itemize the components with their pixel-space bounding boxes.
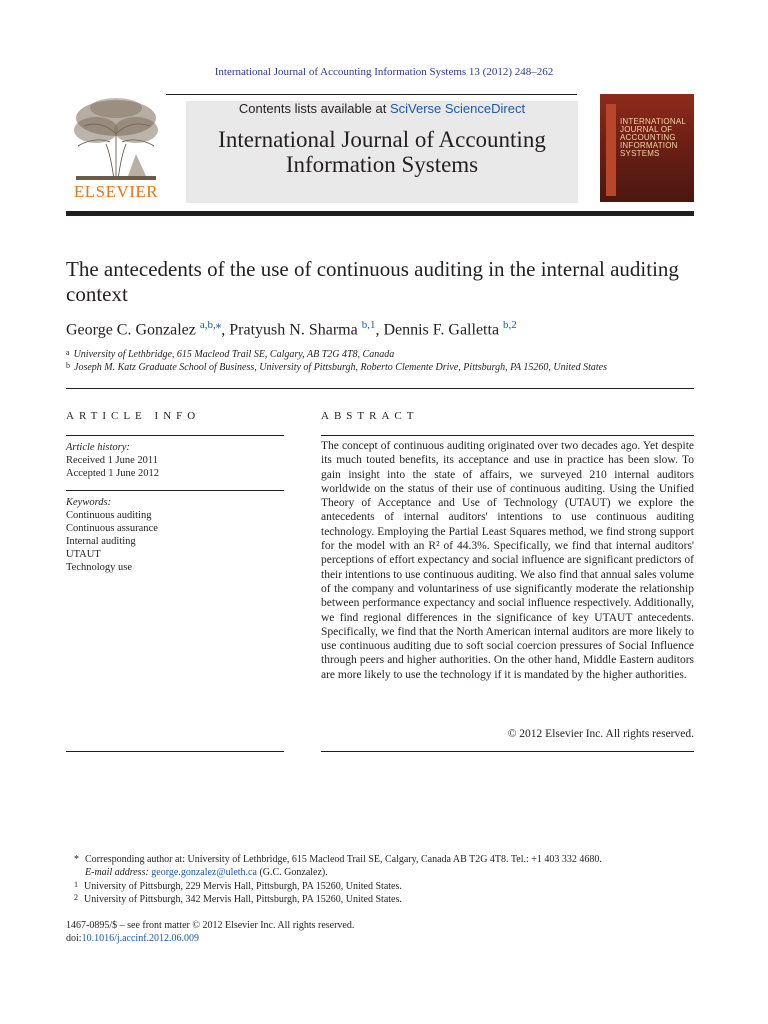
sciencedirect-link[interactable]: SciVerse ScienceDirect (389, 101, 526, 116)
journal-title-line2: Information Systems (285, 152, 479, 177)
affiliation-text: Joseph M. Katz Graduate School of Business, University of Pittsburgh, Roberto Clemente Drive, Pittsburgh, PA 15260, United States (74, 362, 608, 373)
doi-label: doi: (66, 933, 82, 944)
contents-prefix: Contents lists available at (238, 101, 390, 116)
article-history (66, 441, 284, 480)
affiliation-mark: a (66, 348, 70, 357)
keyword: Internal auditing (66, 536, 136, 547)
author-list: George C. Gonzalez $^{a,b,⁎}$, Pratyush N. Sharma $^{b,1}$, Dennis F. Galletta $^{b,2}$ (66, 319, 517, 339)
article-info-heading: ARTICLE INFO (66, 410, 201, 422)
history-rule (66, 490, 284, 491)
author-name: George C. Gonzalez (66, 321, 196, 339)
received-date: Received 1 June 2011 (66, 455, 159, 466)
footnote-1-text: University of Pittsburgh, 229 Mervis Hall, Pittsburgh, PA 15260, United States. (84, 881, 402, 892)
abstract-text: The concept of continuous auditing originated over two decades ago. Yet despite its much touted benefits, its acceptance and use in practice has been slow. To gain insight into the state of affairs, we surveyed 210 internal auditors worldwide on the status of their use of continuous auditing. Using the Unified Theory of Acceptance and Use of Technology (UTAUT) we explore the antecedents of internal auditors' intentions to use continuous auditing technology. Employing the Partial Least Squares method, we find strong support for the model with an R² of 44.3%. Specifically, we find that internal auditors' perceptions of effort expectancy and social influence are significant predictors of their intentions to use continuous auditing. We also find that annual sales volume of the company and voluntariness of use significantly moderate the relationship between performance expectancy and social influence respectively. Additionally, we find regional differences in the significance of key UTAUT antecedents. Specifically, we find that the North American internal auditors are more likely to use continuous auditing due to soft social coercion pressures of Social Influence through peers and higher authorities. On the other hand, Middle Eastern auditors are more likely to use the technology if it is mandated by the higher authorities. (321, 440, 694, 681)
author-affiliation-marks[interactable]: b,1 (361, 319, 376, 331)
footnote-email (85, 867, 685, 878)
email-label: E-mail address: (85, 867, 152, 878)
history-label: Article history: (66, 442, 130, 453)
abstract-bottom-rule (321, 751, 694, 752)
keyword: Technology use (66, 562, 133, 573)
author-name: Dennis F. Galletta (383, 321, 500, 339)
keyword: Continuous auditing (66, 510, 152, 521)
article-title: The antecedents of the use of continuous auditing in the internal auditing context (66, 257, 679, 306)
footnote-1 (66, 880, 694, 892)
footnote-2 (66, 893, 694, 905)
corresponding-text: Corresponding author at: University of Lethbridge, 615 Macleod Trail SE, Calgary, Canada AB T2G 4T8. Tel.: +1 403 332 4680. (85, 854, 602, 865)
affiliation-mark: b (66, 361, 70, 370)
article-info-bottom-rule (66, 751, 284, 752)
elsevier-wordmark: ELSEVIER (73, 182, 159, 201)
journal-citation: International Journal of Accounting Information Systems 13 (2012) 248–262 (214, 66, 554, 78)
elsevier-logo (66, 94, 166, 204)
author-affiliation-marks[interactable]: b,2 (503, 319, 517, 331)
cover-stripe (606, 104, 616, 196)
affiliation-text: University of Lethbridge, 615 Macleod Trail SE, Calgary, AB T2G 4T8, Canada (73, 349, 395, 360)
doi-line (66, 933, 694, 944)
keywords-block (66, 496, 284, 574)
keyword: UTAUT (66, 549, 101, 560)
header-bottom-rule (66, 211, 694, 216)
affiliation-b (66, 361, 694, 373)
abstract-copyright: © 2012 Elsevier Inc. All rights reserved. (507, 728, 694, 740)
footnote-mark: 2 (74, 893, 78, 902)
author-affiliation-marks[interactable]: a,b,⁎ (199, 319, 222, 331)
front-matter: 1467-0895/$ – see front matter © 2012 Elsevier Inc. All rights reserved. (66, 920, 355, 931)
footnote-mark: 1 (74, 880, 78, 889)
keyword: Continuous assurance (66, 523, 158, 534)
journal-cover (600, 94, 694, 202)
doi-link[interactable]: 10.1016/j.accinf.2012.06.009 (81, 933, 200, 944)
author-name: Pratyush N. Sharma (229, 321, 358, 339)
accepted-date: Accepted 1 June 2012 (66, 468, 160, 479)
cover-title: INTERNATIONAL JOURNAL OF ACCOUNTING INFORMATION SYSTEMS (620, 117, 686, 158)
journal-title-line1: International Journal of Accounting (218, 127, 546, 152)
asterisk-icon: * (74, 854, 79, 865)
abstract-heading: ABSTRACT (321, 410, 419, 422)
footnote-corresponding (66, 854, 694, 865)
journal-title (186, 127, 578, 177)
contents-availability (186, 101, 578, 116)
affiliation-a (66, 348, 694, 360)
affiliation-rule (66, 388, 694, 389)
email-suffix: (G.C. Gonzalez). (256, 867, 328, 878)
article-info-rule (66, 435, 284, 436)
email-link[interactable]: george.gonzalez@uleth.ca (151, 867, 257, 878)
abstract-rule (321, 435, 694, 436)
footnote-2-text: University of Pittsburgh, 342 Mervis Hall, Pittsburgh, PA 15260, United States. (84, 894, 402, 905)
keywords-label: Keywords: (66, 497, 112, 508)
